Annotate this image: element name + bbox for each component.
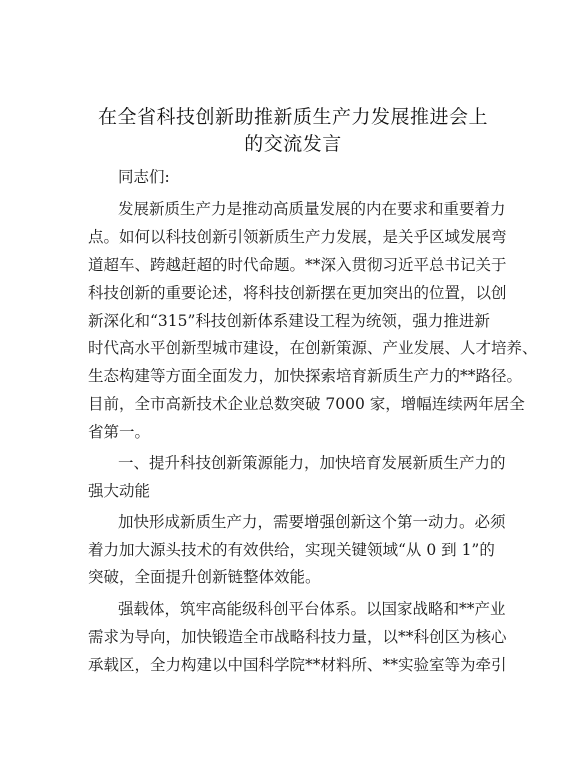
section-heading-line: 一、提升科技创新策源能力，加快培育发展新质生产力的	[118, 454, 506, 472]
body-line: 时代高水平创新型城市建设，在创新策源、产业发展、人才培养、	[88, 339, 538, 357]
body-line: 着力加大源头技术的有效供给，实现关键领域“从 0 到 1”的	[88, 541, 495, 559]
body-line: 科技创新的重要论述，将科技创新摆在更加突出的位置，以创	[88, 284, 507, 302]
salutation: 同志们:	[118, 168, 170, 186]
body-line: 目前，全市高新技术企业总数突破 7000 家，增幅连续两年居全	[88, 395, 525, 413]
body-line: 省第一。	[88, 423, 151, 441]
body-line: 突破，全面提升创新链整体效能。	[88, 568, 321, 586]
body-line: 发展新质生产力是推动高质量发展的内在要求和重要着力	[118, 200, 506, 218]
document-title-line-1: 在全省科技创新助推新质生产力发展推进会上	[97, 106, 488, 128]
document-title-line-2: 的交流发言	[244, 133, 342, 155]
body-line: 新深化和“315”科技创新体系建设工程为统领，强力推进新	[88, 312, 490, 330]
body-line: 道超车、跨越赶超的时代命题。**深入贯彻习近平总书记关于	[88, 256, 507, 274]
body-line: 强载体，筑牢高能级科创平台体系。以国家战略和**产业	[118, 600, 506, 618]
body-line: 点。如何以科技创新引领新质生产力发展，是关乎区域发展弯	[88, 228, 507, 246]
body-line: 加快形成新质生产力，需要增强创新这个第一动力。必须	[118, 513, 506, 531]
body-line: 承载区，全力构建以中国科学院**材料所、**实验室等为牵引	[88, 656, 507, 674]
body-line: 生态构建等方面全面发力，加快探索培育新质生产力的**路径。	[88, 367, 523, 385]
section-heading-line: 强大动能	[88, 482, 151, 500]
body-line: 需求为导向，加快锻造全市战略科技力量，以**科创区为核心	[88, 628, 507, 646]
